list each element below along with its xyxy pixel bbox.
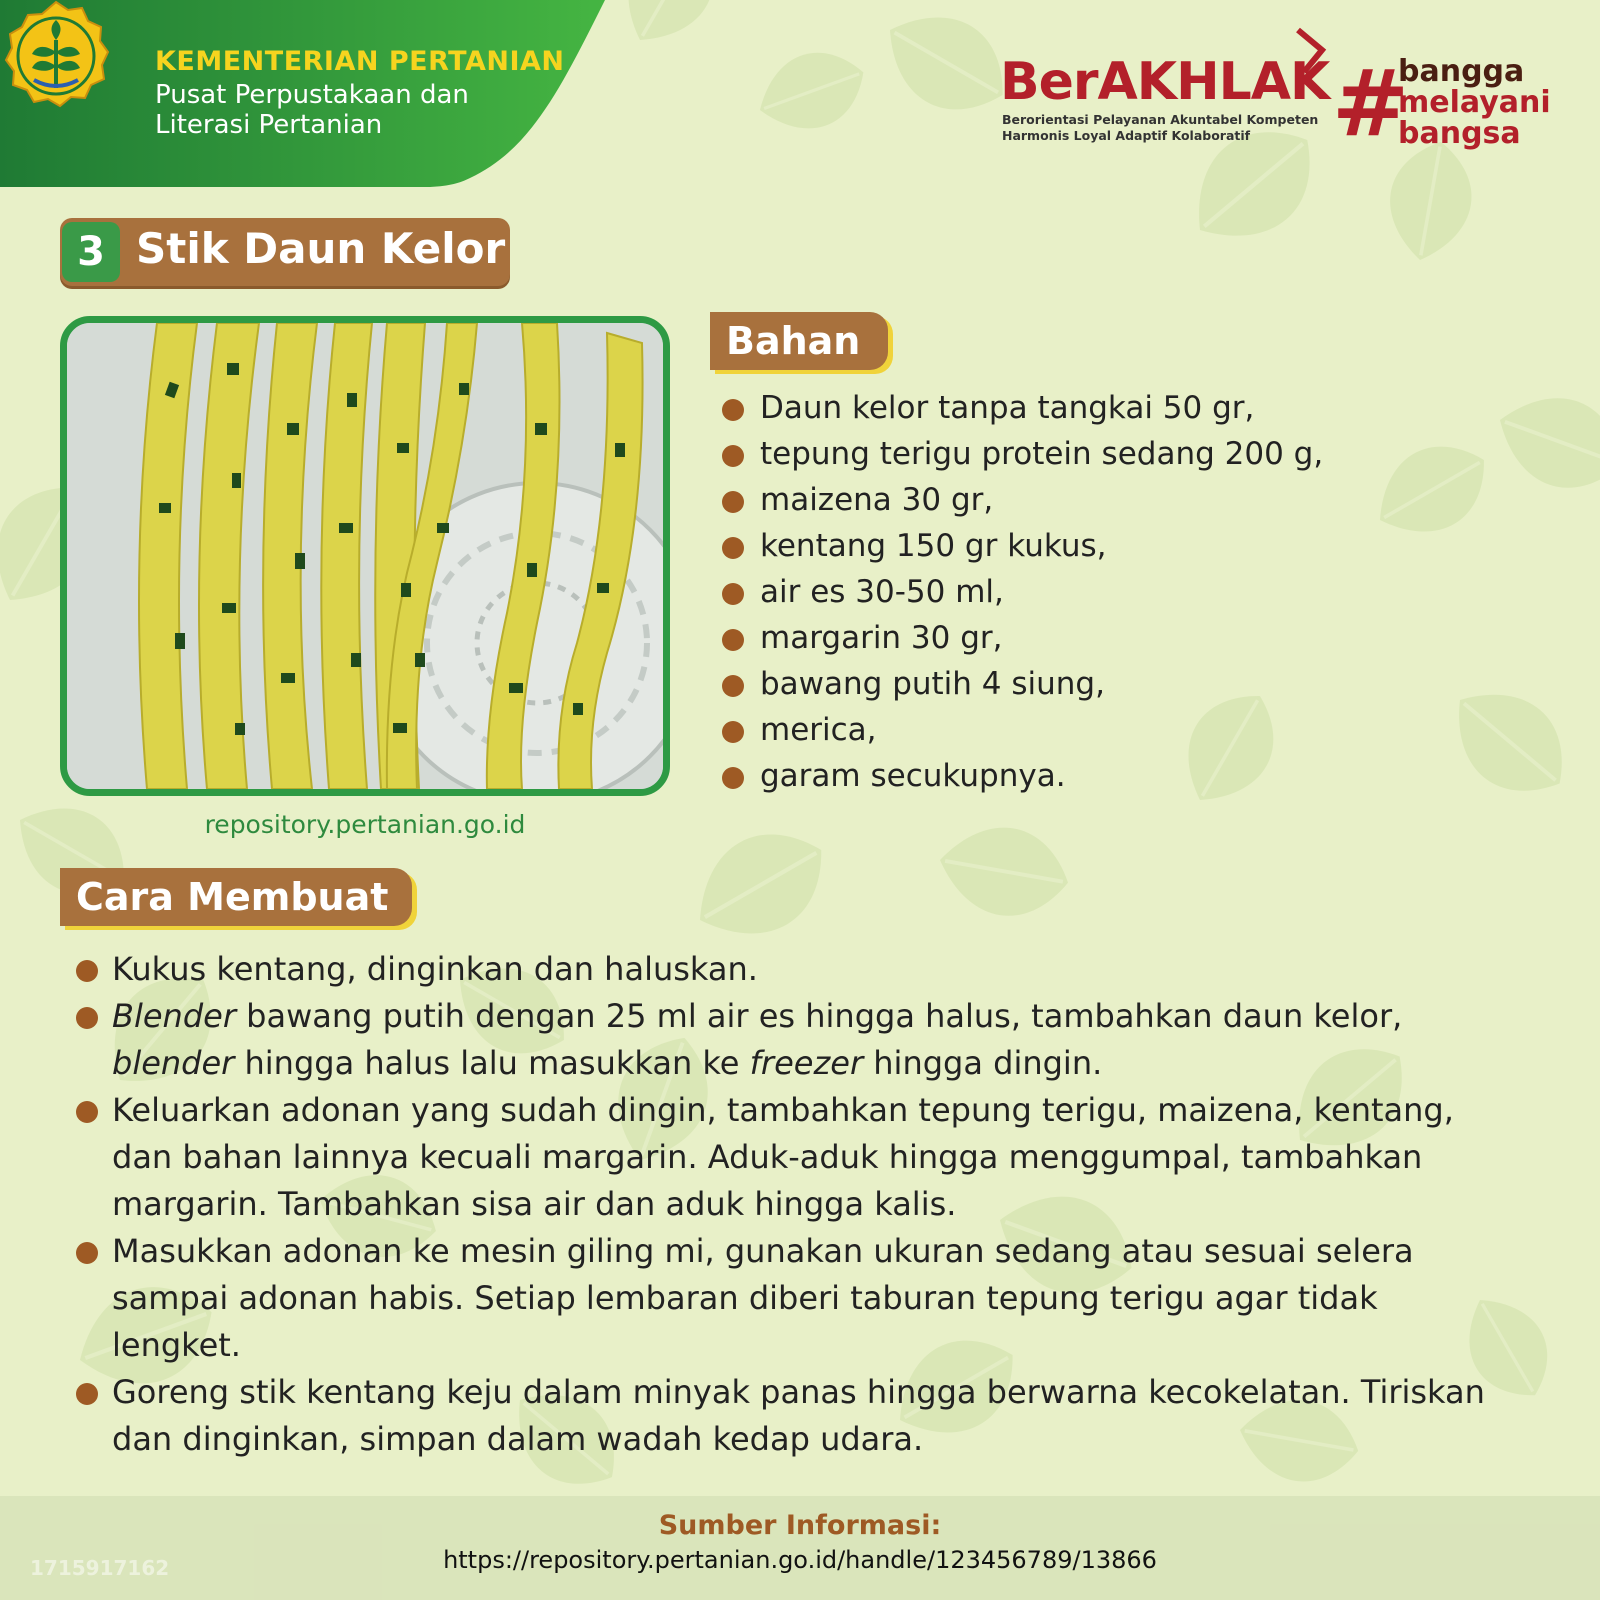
- method-step: [76, 993, 1516, 1087]
- unit-name: [155, 80, 469, 140]
- bullet-icon: [722, 537, 744, 559]
- method-step: [76, 1228, 1516, 1369]
- method-step-fragment: hingga dingin.: [863, 1044, 1103, 1082]
- ingredient-text: margarin 30 gr,: [760, 620, 1003, 656]
- bullet-icon: [722, 675, 744, 697]
- bullet-icon: [722, 721, 744, 743]
- berakhlak-subtitle: [1002, 112, 1318, 144]
- method-step-text: Masukkan adonan ke mesin giling mi, gunakan ukuran sedang atau sesuai selera sampai adonan habis. Setiap lembaran diberi taburan tepung terigu agar tidak lengket.: [112, 1232, 1414, 1364]
- photo-caption: repository.pertanian.go.id: [204, 810, 526, 839]
- berakhlak-subtitle-line2: Harmonis Loyal Adaptif Kolaboratif: [1002, 128, 1251, 143]
- ingredients-list: [722, 385, 1323, 799]
- source-url: https://repository.pertanian.go.id/handle/123456789/13866: [443, 1546, 1157, 1574]
- ingredient-item: [722, 615, 1323, 661]
- recipe-number-badge: 3: [62, 222, 120, 282]
- ministry-emblem-icon: [0, 0, 112, 112]
- method-step: [76, 1087, 1516, 1228]
- bullet-icon: [76, 960, 98, 982]
- berakhlak-logo: BerAKHLAK: [1000, 52, 1330, 112]
- ingredient-item: [722, 661, 1323, 707]
- ingredient-text: bawang putih 4 siung,: [760, 666, 1105, 702]
- ingredient-item: [722, 569, 1323, 615]
- ingredient-text: tepung terigu protein sedang 200 g,: [760, 436, 1324, 472]
- moringa-sticks-photo: [67, 323, 663, 789]
- ingredient-text: merica,: [760, 712, 877, 748]
- ingredient-text: garam secukupnya.: [760, 758, 1066, 794]
- bullet-icon: [722, 491, 744, 513]
- bullet-icon: [722, 767, 744, 789]
- method-step-text: Kukus kentang, dinginkan dan haluskan.: [112, 950, 758, 988]
- tagline-line1: bangga: [1398, 54, 1525, 89]
- method-steps-list: [76, 946, 1516, 1463]
- hash-icon: #: [1332, 50, 1410, 157]
- ingredient-text: air es 30-50 ml,: [760, 574, 1004, 610]
- ingredient-item: [722, 431, 1323, 477]
- ingredient-item: [722, 523, 1323, 569]
- bullet-icon: [76, 1242, 98, 1264]
- header-banner: [0, 0, 610, 188]
- unit-name-line1: Pusat Perpustakaan dan: [155, 80, 469, 110]
- method-step-fragment: hingga halus lalu masukkan ke: [234, 1044, 750, 1082]
- method-step: [76, 946, 1516, 993]
- tagline: [1398, 56, 1551, 149]
- bullet-icon: [722, 629, 744, 651]
- tagline-line3: bangsa: [1398, 116, 1521, 151]
- recipe-photo: [60, 316, 670, 796]
- method-step-fragment: bawang putih dengan 25 ml air es hingga halus, tambahkan daun kelor,: [235, 997, 1403, 1035]
- image-stamp: 1715917162: [30, 1556, 170, 1580]
- bullet-icon: [76, 1007, 98, 1029]
- method-step: [76, 1369, 1516, 1463]
- tagline-line2: melayani: [1398, 85, 1551, 120]
- method-step-text: Goreng stik kentang keju dalam minyak panas hingga berwarna kecokelatan. Tiriskan dan dinginkan, simpan dalam wadah kedap udara.: [112, 1373, 1485, 1458]
- bullet-icon: [76, 1383, 98, 1405]
- bullet-icon: [76, 1101, 98, 1123]
- method-step-text: Keluarkan adonan yang sudah dingin, tambahkan tepung terigu, maizena, kentang, dan bahan lainnya kecuali margarin. Aduk-aduk hingga menggumpal, tambahkan margarin. Tambahkan sisa air dan aduk hingga kalis.: [112, 1091, 1454, 1223]
- unit-name-line2: Literasi Pertanian: [155, 110, 383, 140]
- org-name: KEMENTERIAN PERTANIAN: [155, 46, 565, 77]
- method-heading: Cara Membuat: [60, 868, 412, 926]
- ingredient-item: [722, 477, 1323, 523]
- bullet-icon: [722, 583, 744, 605]
- berakhlak-subtitle-line1: Berorientasi Pelayanan Akuntabel Kompeten: [1002, 112, 1319, 127]
- ingredient-item: [722, 707, 1323, 753]
- ingredient-text: kentang 150 gr kukus,: [760, 528, 1107, 564]
- ingredient-item: [722, 753, 1323, 799]
- source-label: Sumber Informasi:: [658, 1510, 942, 1541]
- ingredient-text: maizena 30 gr,: [760, 482, 994, 518]
- recipe-title: Stik Daun Kelor: [136, 224, 506, 273]
- ingredient-item: [722, 385, 1323, 431]
- italic-term: freezer: [749, 1044, 864, 1082]
- bullet-icon: [722, 399, 744, 421]
- ingredient-text: Daun kelor tanpa tangkai 50 gr,: [760, 390, 1255, 426]
- italic-term: Blender: [112, 997, 236, 1035]
- method-step-text: [112, 997, 1402, 1082]
- italic-term: blender: [112, 1044, 235, 1082]
- bullet-icon: [722, 445, 744, 467]
- ingredients-heading: Bahan: [710, 312, 888, 370]
